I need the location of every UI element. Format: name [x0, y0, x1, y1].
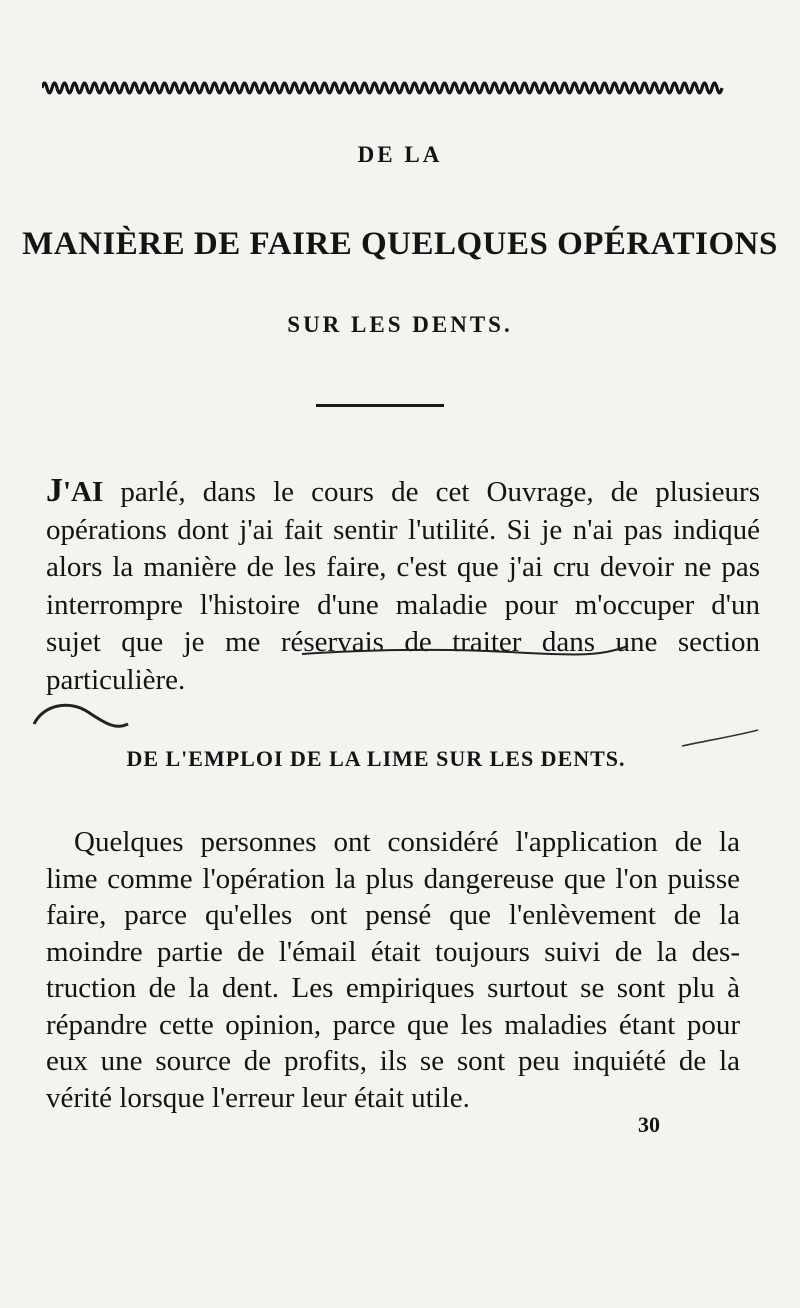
wavy-rule-ornament [42, 74, 732, 104]
page-title: MANIÈRE DE FAIRE QUELQUES OPÉRATIONS [22, 226, 778, 262]
section-line: moindre partie de l'émail était toujours suivi de la des- [46, 935, 740, 968]
ink-tail-mark [680, 726, 760, 756]
section-line: à répandre cette opinion, parce que les maladies étant [46, 972, 741, 1041]
divider-rule [316, 404, 444, 407]
intro-line: dans une section particulière. [46, 626, 761, 696]
section-line: Quelques personnes ont considéré l'application de la [74, 826, 740, 858]
section-title: DE L'EMPLOI DE LA LIME SUR LES DENTS. [126, 746, 626, 771]
section-line: de la vérité lorsque l'erreur leur était utile. [46, 1045, 741, 1114]
ink-curl-mark [30, 694, 130, 734]
intro-line: cru devoir ne pas interrompre l'histoire d'une maladie [46, 551, 760, 621]
heading-de-la: DE LA [357, 142, 443, 167]
section-line: pour eux une source de profits, ils se sont peu inquiété [46, 1008, 741, 1077]
section-line: truction de la dent. Les empiriques surtout se sont plu [46, 972, 715, 1004]
intro-line: indiqué alors la manière de les faire, c'est que j'ai [46, 513, 761, 583]
intro-line: parlé, dans le cours de cet Ouvrage, de plusieurs [103, 476, 760, 508]
signature-mark: 30 [638, 1112, 660, 1137]
heading-sur-les-dents: SUR LES DENTS. [287, 312, 513, 337]
ink-strike-mark [300, 640, 630, 670]
section-paragraph [46, 824, 740, 1116]
dropcap-letter: J [46, 472, 63, 509]
intro-line: pour m'occuper d'un sujet que je me réservais de traiter [46, 588, 761, 658]
intro-line: opérations dont j'ai fait sentir l'utilité. Si je n'ai pas [46, 513, 663, 546]
section-line: faire, parce qu'elles ont pensé que l'enlèvement de la [46, 899, 740, 931]
dropcap-smallcaps: 'AI [63, 476, 104, 508]
section-line: lime comme l'opération la plus dangereuse que l'on puisse [46, 862, 740, 895]
